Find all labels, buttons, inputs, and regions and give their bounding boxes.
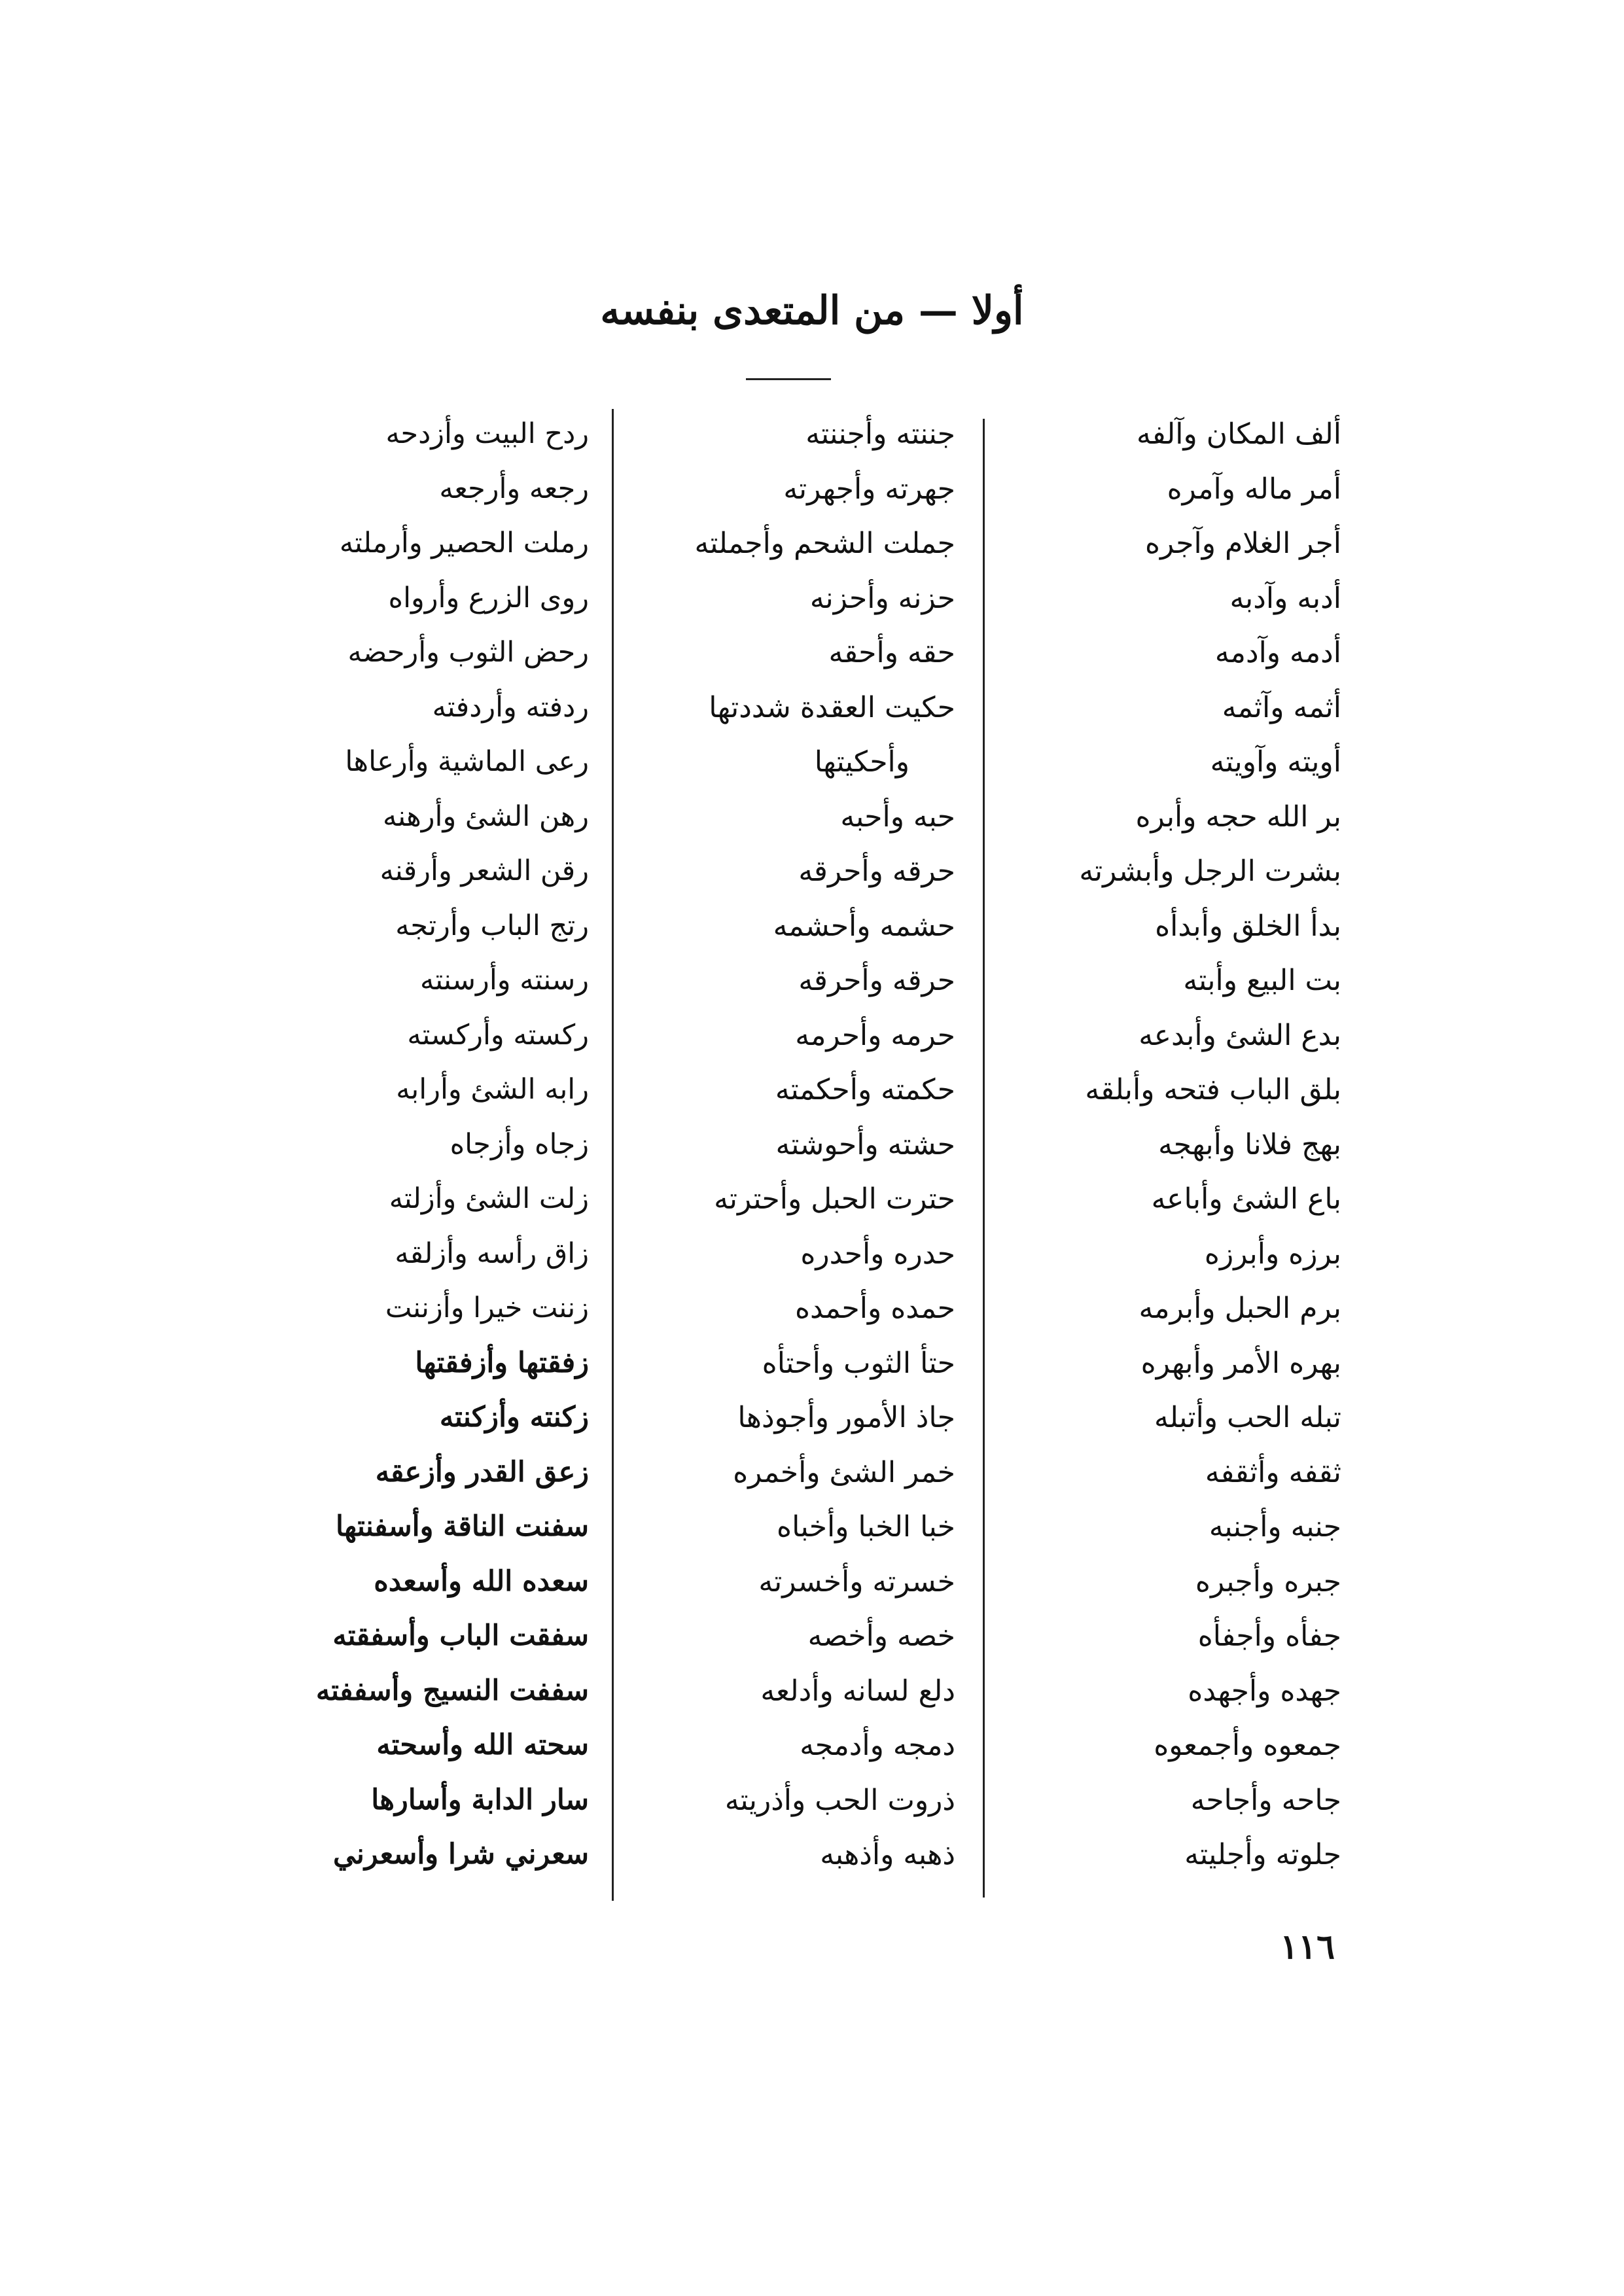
entry-left: زفقتها وأزفقتها [415, 1346, 589, 1379]
entry-middle: خبا الخبا وأخباه [777, 1510, 955, 1544]
entry-left: زجاه وأزجاه [450, 1127, 589, 1161]
entry-middle: دمجه وأدمجه [800, 1729, 955, 1762]
entry-left: رتج الباب وأرتجه [395, 909, 589, 942]
entry-middle: حترت الحبل وأحترته [714, 1182, 955, 1216]
column-divider [983, 419, 985, 1898]
heading-underline [746, 378, 831, 380]
entry-right: بلق الباب فتحه وأبلقه [1085, 1073, 1341, 1106]
entry-left: زاق رأسه وأزلقه [395, 1237, 589, 1270]
entry-left: ردفته وأردفته [432, 690, 589, 724]
entry-left: روى الزرع وأرواه [388, 581, 589, 614]
entry-middle: دلع لسانه وأدلعه [760, 1674, 955, 1708]
entry-middle: خصه وأخصه [807, 1619, 955, 1653]
entry-left: سعرني شرا وأسعرني [333, 1838, 589, 1871]
entry-left: سحته الله وأسحته [376, 1729, 589, 1761]
entry-right: بهج فلانا وأبهجه [1158, 1127, 1341, 1161]
section-heading: أولا — من المتعدى بنفسه [600, 288, 1024, 334]
entry-left: زننت خيرا وأزننت [385, 1292, 589, 1324]
entry-left: زلت الشئ وأزلته [389, 1182, 589, 1215]
entry-left: سففت النسيج وأسففته [315, 1674, 589, 1707]
entry-left: رقن الشعر وأرقنه [380, 855, 589, 887]
entry-left: سعده الله وأسعده [374, 1564, 589, 1598]
entry-middle: حرقه وأحرقه [798, 964, 955, 997]
entry-right: جاحه وأجاحه [1190, 1783, 1341, 1817]
entry-middle: وأحكيتها [814, 745, 909, 779]
page-number: ١١٦ [1280, 1927, 1335, 1967]
column-left [249, 407, 589, 1882]
entry-right: تبله الحب وأتبله [1154, 1401, 1341, 1434]
entry-right: بهره الأمر وأبهره [1140, 1346, 1341, 1380]
entry-left: رسنته وأرسنته [420, 964, 589, 997]
entry-right: بدع الشئ وأبدعه [1139, 1018, 1341, 1052]
entry-middle: حشته وأحوشته [775, 1127, 955, 1161]
entry-middle: ذروت الحب وأذريته [724, 1783, 955, 1817]
column-right [1053, 407, 1341, 1882]
entry-right: ثقفه وأثقفه [1205, 1455, 1341, 1489]
entry-middle: حكيت العقدة شددتها [709, 690, 955, 724]
entry-right: برزه وأبرزه [1204, 1237, 1341, 1271]
entry-middle: حدره وأحدره [800, 1237, 955, 1271]
entry-right: أجر الغلام وآجره [1144, 527, 1341, 560]
entry-right: باع الشئ وأباعه [1151, 1182, 1341, 1216]
entry-left: زكنته وأزكنته [439, 1401, 589, 1434]
entry-middle: حكمته وأحكمته [775, 1073, 955, 1106]
entry-right: أدبه وآدبه [1229, 581, 1341, 615]
entry-left: رابه الشئ وأرابه [396, 1073, 589, 1106]
entry-middle: خمر الشئ وأخمره [733, 1455, 955, 1489]
entry-right: برم الحبل وأبرمه [1139, 1292, 1341, 1325]
column-divider [612, 409, 614, 1901]
entry-right: بر الله حجه وأبره [1135, 800, 1341, 834]
entry-right: جبره وأجبره [1195, 1564, 1341, 1598]
entry-left: زعق القدر وأزعقه [375, 1455, 589, 1489]
entry-middle: حبه وأحبه [840, 800, 955, 834]
entry-middle: حمده وأحمده [794, 1292, 955, 1325]
entry-middle: حرقه وأحرقه [798, 855, 955, 888]
entry-right: أثمه وآثمه [1222, 690, 1341, 724]
entry-left: سفقت الباب وأسفقته [332, 1619, 589, 1652]
entry-middle: جملت الشحم وأجملته [694, 527, 955, 560]
entry-right: جمعوه وأجمعوه [1154, 1729, 1341, 1762]
entry-left: رهن الشئ وأرهنه [383, 800, 589, 833]
entry-left: رجعه وأرجعه [439, 472, 589, 505]
entry-right: جهده وأجهده [1188, 1674, 1341, 1708]
entry-left: رملت الحصير وأرملته [339, 527, 589, 559]
column-middle [661, 407, 955, 1882]
entry-right: أمر ماله وآمره [1167, 472, 1341, 506]
entry-right: بت البيع وأبته [1183, 964, 1341, 997]
entry-right: جفأه وأجفأه [1197, 1619, 1341, 1653]
entry-right: بشرت الرجل وأبشرته [1079, 855, 1341, 888]
entry-middle: جهرته وأجهرته [783, 472, 955, 506]
entry-right: أويته وآويته [1210, 745, 1341, 779]
entry-left: ركسته وأركسته [407, 1018, 589, 1051]
entry-right: جلوته وأجليته [1184, 1838, 1341, 1871]
entry-right: بدأ الخلق وأبدأه [1155, 909, 1341, 943]
entry-right: أدمه وآدمه [1214, 636, 1341, 669]
entry-middle: جننته وأجننته [805, 417, 955, 451]
entry-left: سار الدابة وأسارها [371, 1783, 589, 1816]
entry-middle: حزنه وأحزنه [809, 581, 955, 615]
entry-left: سفنت الناقة وأسفنتها [335, 1510, 589, 1543]
entry-left: ردح البيت وأزدحه [385, 417, 589, 450]
entry-middle: خسرته وأخسرته [758, 1564, 955, 1598]
entry-middle: جاذ الأمور وأجوذها [737, 1401, 955, 1434]
entry-middle: حرمه وأحرمه [795, 1018, 955, 1052]
entry-middle: حقه وأحقه [828, 636, 955, 669]
entry-middle: ذهبه وأذهبه [820, 1838, 955, 1871]
entry-left: رعى الماشية وأرعاها [345, 745, 589, 778]
entry-right: جنبه وأجنبه [1209, 1510, 1341, 1544]
entry-middle: حتأ الثوب وأحتأه [762, 1346, 955, 1380]
entry-left: رحض الثوب وأرحضه [347, 636, 589, 669]
entry-right: ألف المكان وآلفه [1137, 417, 1341, 451]
entry-middle: حشمه وأحشمه [773, 909, 955, 943]
